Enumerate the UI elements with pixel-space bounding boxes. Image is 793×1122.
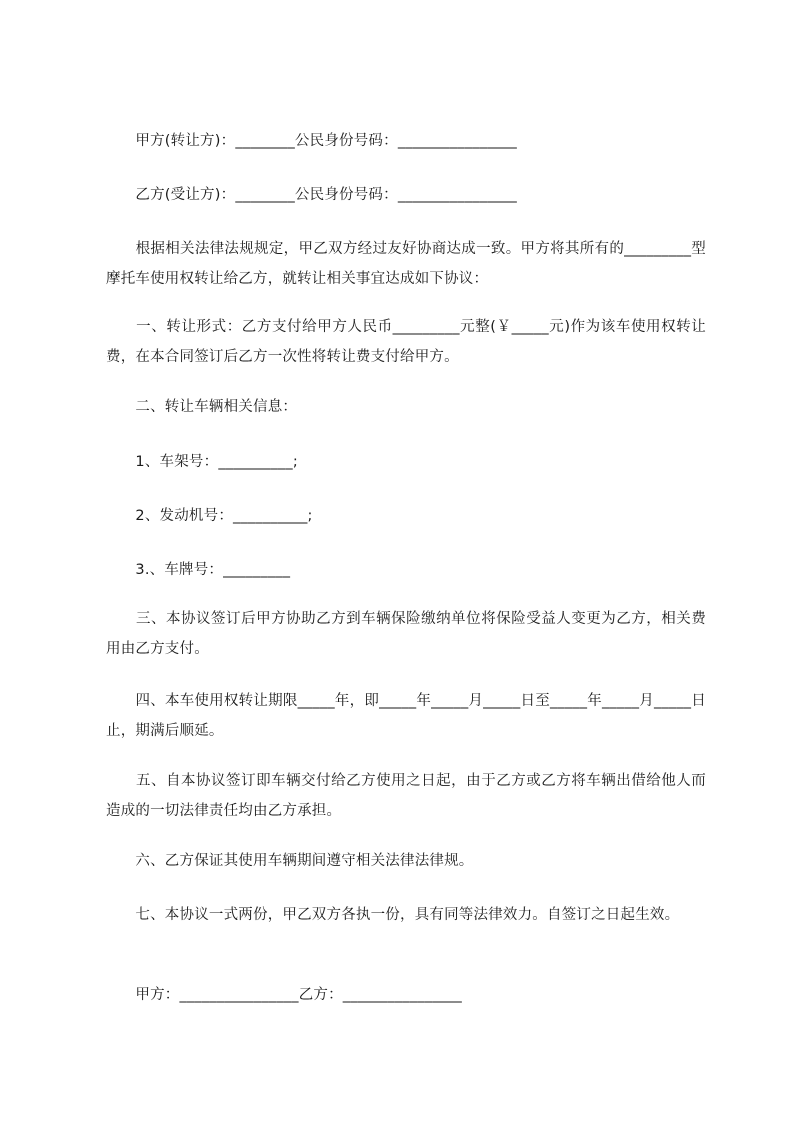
clause-2-title: 二、转让车辆相关信息：: [106, 399, 298, 415]
signature-line: 甲方：________________乙方：________________: [106, 987, 462, 1003]
item-engine-number: 2、发动机号：__________;: [106, 508, 313, 524]
party-b-line: 乙方(受让方)：________公民身份号码：________________: [106, 187, 518, 203]
clause-1: 一、转让形式：乙方支付给甲方人民币_________元整(￥_____元)作为该车使用权转让费，在本合同签订后乙方一次性将转让费支付给甲方。: [106, 319, 706, 365]
item-plate-number: 3.、车牌号：_________: [106, 562, 291, 578]
intro-paragraph: 根据相关法律法规规定，甲乙双方经过友好协商达成一致。甲方将其所有的_________型摩托车使用权转让给乙方，就转让相关事宜达成如下协议：: [106, 241, 706, 287]
item-frame-number: 1、车架号：__________;: [106, 454, 298, 470]
party-a-line: 甲方(转让方)：________公民身份号码：________________: [106, 133, 518, 149]
clause-5: 五、自本协议签订即车辆交付给乙方使用之日起，由于乙方或乙方将车辆出借给他人而造成的一切法律责任均由乙方承担。: [106, 773, 706, 819]
clause-4: 四、本车使用权转让期限_____年，即_____年_____月_____日至_____年_____月_____日止，期满后顺延。: [106, 693, 706, 739]
clause-7: 七、本协议一式两份，甲乙双方各执一份，具有同等法律效力。自签订之日起生效。: [106, 907, 680, 923]
clause-6: 六、乙方保证其使用车辆期间遵守相关法律法律规。: [106, 853, 474, 869]
clause-3: 三、本协议签订后甲方协助乙方到车辆保险缴纳单位将保险受益人变更为乙方，相关费用由乙方支付。: [106, 611, 706, 657]
